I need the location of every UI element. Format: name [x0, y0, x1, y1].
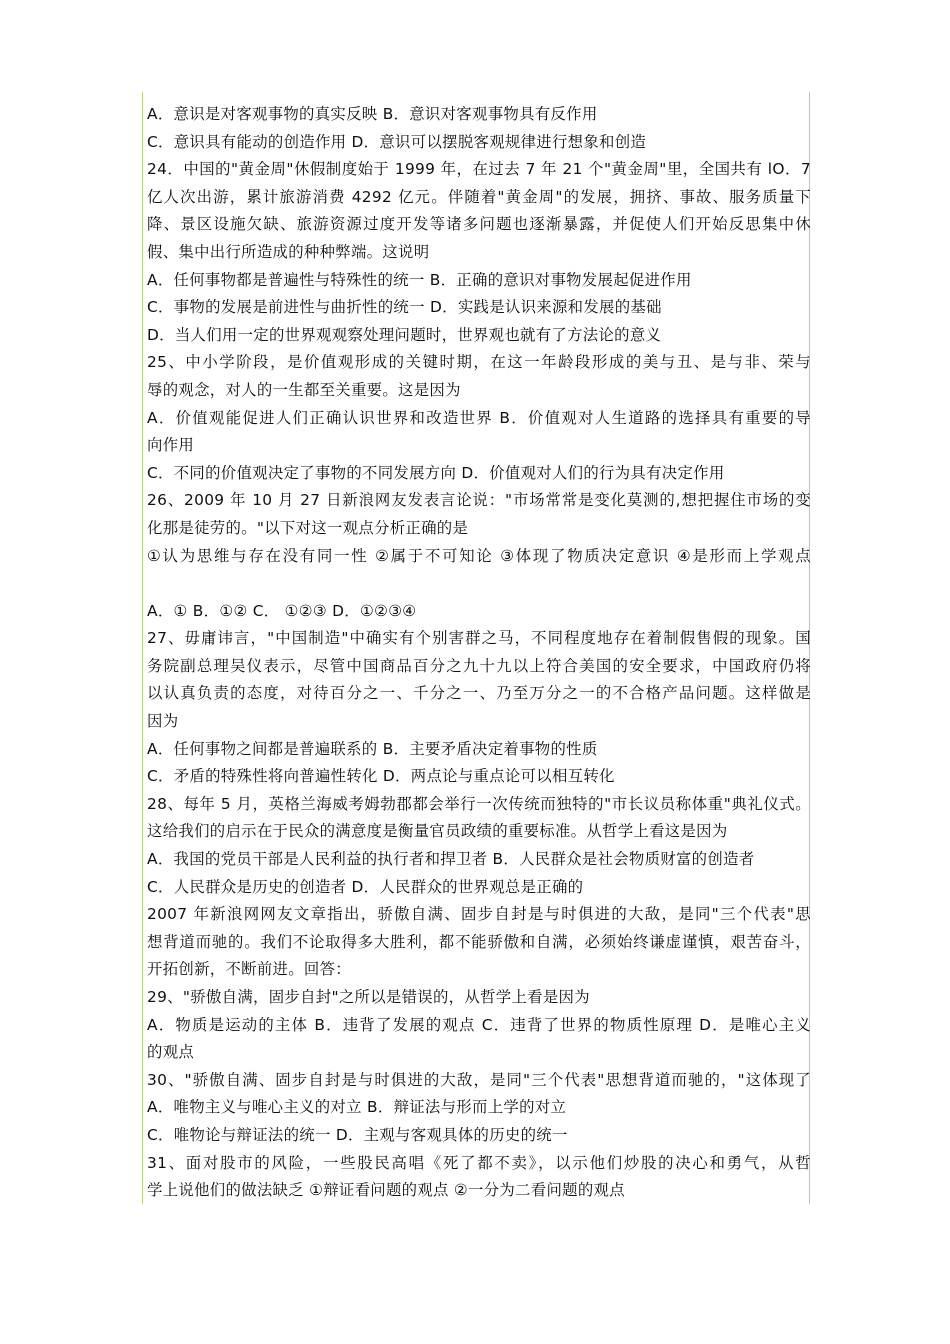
text-line: 28、每年 5 月，英格兰海威考姆勃郡都会举行一次传统而独特的"市长议员称体重"典礼仪式。 [147, 794, 811, 813]
text-line: 2007 年新浪网网友文章指出，骄傲自满、固步自封是与时俱进的大敌，是同"三个代表"思 [147, 905, 811, 924]
text-line: A．意识是对客观事物的真实反映 B．意识对客观事物具有反作用 [147, 105, 598, 123]
text-line: C．唯物论与辩证法的统一 D．主观与客观具体的历史的统一 [147, 1125, 568, 1144]
text-line: 辱的观念，对人的一生都至关重要。这是因为 [147, 380, 461, 399]
text-line: 化那是徒劳的。"以下对这一观点分析正确的是 [147, 518, 469, 537]
text-line: A．物质是运动的主体 B．违背了发展的观点 C．违背了世界的物质性原理 D．是唯心主义 [147, 1015, 811, 1034]
text-line: D．当人们用一定的世界观观察处理问题时，世界观也就有了方法论的意义 [147, 325, 662, 344]
text-line: 24．中国的"黄金周"休假制度始于 1999 年，在过去 7 年 21 个"黄金周"里，全国共有 lO．7 [147, 160, 811, 179]
text-line [147, 570, 811, 598]
text-line: A．任何事物都是普遍性与特殊性的统一 B．正确的意识对事物发展起促进作用 [147, 270, 692, 289]
text-line: 以认真负责的态度，对待百分之一、千分之一、乃至万分之一的不合格产品问题。这样做是 [147, 684, 811, 703]
text-line: A．① B．①② C． ①②③ D．①②③④ [147, 601, 417, 620]
text-line: 开拓创新，不断前进。回答： [147, 960, 351, 979]
text-line: 26、2009 年 10 月 27 日新浪网友发表言论说："市场常常是变化莫测的,想把握住市场的变 [147, 491, 811, 510]
text-line: 31、面对股市的风险，一些股民高唱《死了都不卖》，以示他们炒股的决心和勇气，从哲 [147, 1153, 811, 1172]
text-line: A．我国的党员干部是人民利益的执行者和捍卫者 B．人民群众是社会物质财富的创造者 [147, 850, 755, 869]
text-line: 务院副总理吴仪表示，尽管中国商品百分之九十九以上符合美国的安全要求，中国政府仍将 [147, 656, 811, 675]
text-line: 学上说他们的做法缺乏 ①辩证看问题的观点 ②一分为二看问题的观点 [147, 1181, 625, 1200]
text-line: C．矛盾的特殊性将向普遍性转化 D．两点论与重点论可以相互转化 [147, 767, 615, 786]
text-line: A．唯物主义与唯心主义的对立 B．辩证法与形而上学的对立 [147, 1098, 567, 1117]
text-line: 29、"骄傲自满，固步自封"之所以是错误的，从哲学上看是因为 [147, 988, 590, 1006]
text-line: 这给我们的启示在于民众的满意度是衡量官员政绩的重要标准。从哲学上看这是因为 [147, 822, 728, 841]
text-line: 亿人次出游，累计旅游消费 4292 亿元。伴随着"黄金周"的发展，拥挤、事故、服务质量下 [147, 187, 811, 206]
document-text [147, 101, 811, 1205]
text-line: 假、集中出行所造成的种种弊端。这说明 [147, 242, 430, 261]
text-line: C．意识具有能动的创造作用 D．意识可以摆脱客观规律进行想象和创造 [147, 132, 647, 151]
text-line: 25、中小学阶段，是价值观形成的关键时期，在这一年龄段形成的美与丑、是与非、荣与 [147, 353, 811, 372]
document-page [142, 92, 810, 1204]
text-line: 想背道而驰的。我们不论取得多大胜利，都不能骄傲和自满，必须始终谦虚谨慎，艰苦奋斗， [147, 932, 811, 951]
text-line: 30、"骄傲自满、固步自封是与时俱进的大敌，是同"三个代表"思想背道而驰的，"这体现了 [147, 1070, 811, 1089]
text-line: A．任何事物之间都是普遍联系的 B．主要矛盾决定着事物的性质 [147, 739, 598, 758]
text-line: 因为 [147, 712, 179, 731]
text-line: 向作用 [147, 436, 195, 455]
text-line: C．人民群众是历史的创造者 D．人民群众的世界观总是正确的 [147, 877, 584, 896]
text-line: 27、毋庸讳言，"中国制造"中确实有个别害群之马，不同程度地存在着制假售假的现象。国 [147, 629, 811, 648]
text-line: C．事物的发展是前进性与曲折性的统一 D．实践是认识来源和发展的基础 [147, 298, 662, 317]
text-line: 降、景区设施欠缺、旅游资源过度开发等诸多问题也逐渐暴露，并促使人们开始反思集中休 [147, 215, 811, 234]
text-line: 的观点 [147, 1043, 195, 1062]
text-line: ①认为思维与存在没有同一性 ②属于不可知论 ③体现了物质决定意识 ④是形而上学观点 [147, 546, 811, 565]
text-line: A．价值观能促进人们正确认识世界和改造世界 B．价值观对人生道路的选择具有重要的导 [147, 408, 811, 427]
text-line: C．不同的价值观决定了事物的不同发展方向 D．价值观对人们的行为具有决定作用 [147, 463, 725, 482]
